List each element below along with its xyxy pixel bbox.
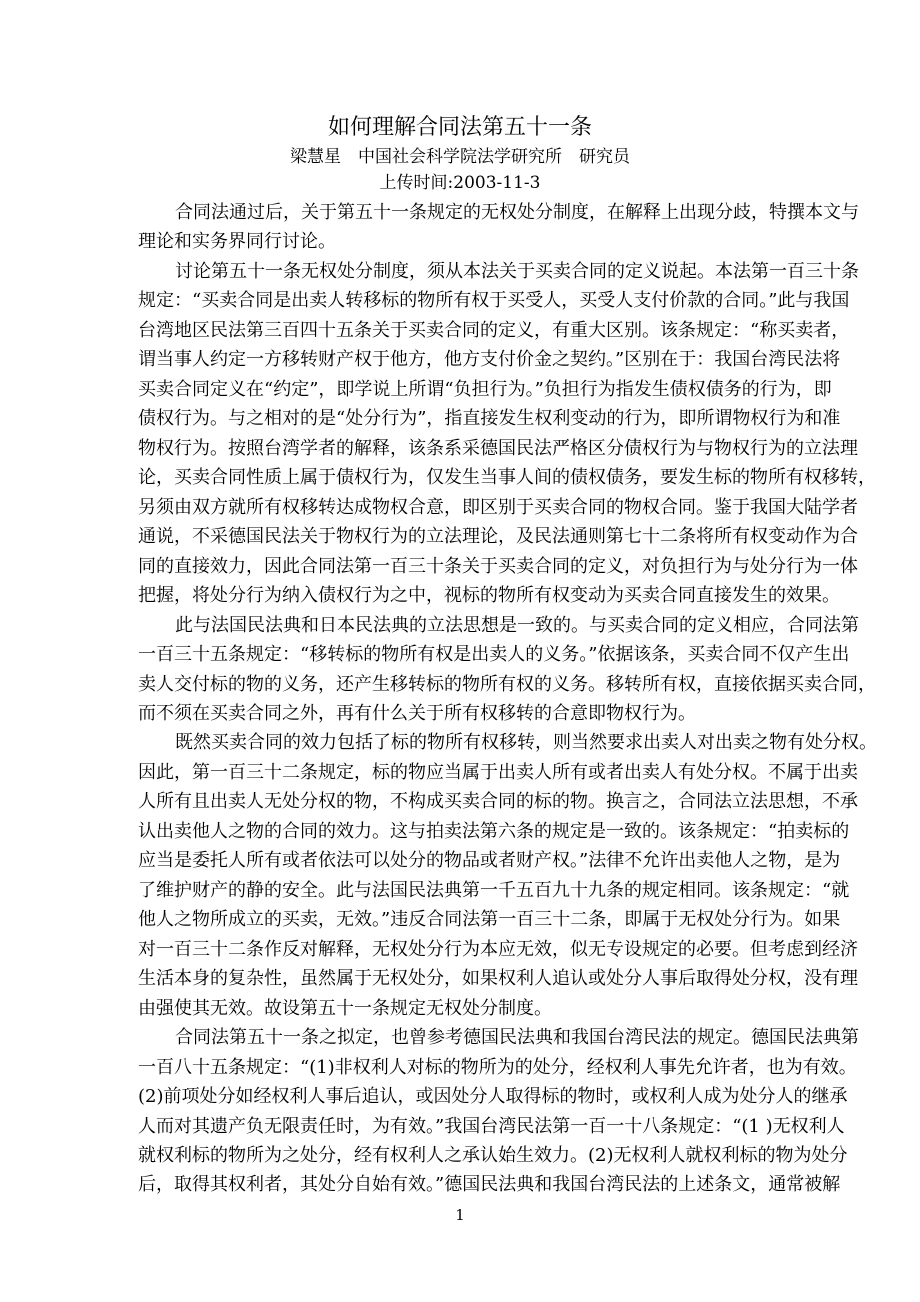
paragraph	[138, 257, 876, 611]
text-line: 买卖合同定义在“约定”，即学说上所谓“负担行为。”负担行为指发生债权债务的行为，即	[138, 378, 832, 400]
text-line: 债权行为。与之相对的是“处分行为”，指直接发生权利变动的行为，即所谓物权行为和准	[138, 408, 841, 430]
text-line: (2)前项处分如经权利人事后追认，或因处分人取得标的物时，或权利人成为处分人的继承	[138, 1086, 848, 1108]
text-line: 台湾地区民法第三百四十五条关于买卖合同的定义，有重大区别。该条规定：“称买卖者，	[138, 319, 850, 341]
author-line: 梁慧星 中国社会科学院法学研究所 研究员	[290, 147, 630, 167]
text-line: 把握，将处分行为纳入债权行为之中，视标的物所有权变动为买卖合同直接发生的效果。	[138, 585, 840, 607]
text-line: 同的直接效力，因此合同法第一百三十条关于买卖合同的定义，对负担行为与处分行为一体	[138, 555, 858, 577]
text-line: 就权利标的物所为之处分，经有权利人之承认始生效力。(2)无权利人就权利标的物为处分	[138, 1145, 848, 1166]
text-line: 对一百三十二条作反对解释，无权处分行为本应无效，似无专设规定的必要。但考虑到经济	[138, 938, 858, 960]
text-line: 应当是委托人所有或者依法可以处分的物品或者财产权。”法律不允许出卖他人之物，是为	[138, 850, 841, 872]
text-line: 另须由双方就所有权移转达成物权合意，即区别于买卖合同的物权合同。鉴于我国大陆学者	[138, 496, 858, 518]
paragraph	[138, 728, 877, 1023]
text-line: 生活本身的复杂性，虽然属于无权处分，如果权利人追认或处分人事后取得处分权，没有理	[138, 968, 858, 990]
document-body	[138, 198, 877, 1200]
text-line: 既然买卖合同的效力包括了标的物所有权移转，则当然要求出卖人对出卖之物有处分权。	[175, 732, 877, 754]
text-line: 合同法通过后，关于第五十一条规定的无权处分制度，在解释上出现分歧，特撰本文与	[175, 202, 859, 223]
text-line: 而不须在买卖合同之外，再有什么关于所有权移转的合意即物权行为。	[138, 702, 696, 724]
text-line: 规定：“买卖合同是出卖人转移标的物所有权于买受人，买受人支付价款的合同。”此与我国	[138, 290, 850, 312]
upload-date: 上传时间:2003-11-3	[379, 173, 541, 193]
text-line: 后，取得其权利者，其处分自始有效。”德国民法典和我国台湾民法的上述条文，通常被解	[138, 1174, 841, 1196]
text-line: 由强使其无效。故设第五十一条规定无权处分制度。	[138, 997, 552, 1019]
text-line: 人所有且出卖人无处分权的物，不构成买卖合同的标的物。换言之，合同法立法思想，不承	[138, 791, 858, 813]
text-line: 人而对其遗产负无限责任时，为有效。”我国台湾民法第一百一十八条规定：“(1 )无权利人	[138, 1115, 845, 1137]
text-line: 此与法国民法典和日本民法典的立法思想是一致的。与买卖合同的定义相应，合同法第	[175, 614, 859, 636]
text-line: 认出卖他人之物的合同的效力。这与拍卖法第六条的规定是一致的。该条规定：“拍卖标的	[138, 820, 850, 842]
text-line: 一百三十五条规定：“移转标的物所有权是出卖人的义务。”依据该条，买卖合同不仅产生出	[138, 644, 850, 666]
text-line: 他人之物所成立的买卖，无效。”违反合同法第一百三十二条，即属于无权处分行为。如果	[138, 909, 841, 931]
text-line: 物权行为。按照台湾学者的解释，该条系采德国民法严格区分债权行为与物权行为的立法理	[138, 437, 858, 459]
document-title: 如何理解合同法第五十一条	[327, 115, 592, 140]
text-line: 通说，不采德国民法关于物权行为的立法理论，及民法通则第七十二条将所有权变动作为合	[138, 526, 858, 548]
text-line: 理论和实务界同行讨论。	[138, 231, 336, 253]
text-line: 了维护财产的静的安全。此与法国民法典第一千五百九十九条的规定相同。该条规定：“就	[138, 879, 850, 901]
text-line: 因此，第一百三十二条规定，标的物应当属于出卖人所有或者出卖人有处分权。不属于出卖	[138, 761, 858, 783]
paragraph	[138, 198, 859, 257]
text-line: 一百八十五条规定：“(1)非权利人对标的物所为的处分，经权利人事先允许者，也为有效。	[138, 1056, 857, 1078]
text-line: 谓当事人约定一方移转财产权于他方，他方支付价金之契约。”区别在于：我国台湾民法将	[138, 349, 841, 371]
text-line: 论，买卖合同性质上属于债权行为，仅发生当事人间的债权债务，要发生标的物所有权移转，	[138, 467, 876, 489]
text-line: 讨论第五十一条无权处分制度，须从本法关于买卖合同的定义说起。本法第一百三十条	[175, 260, 859, 282]
text-line: 卖人交付标的物的义务，还产生移转标的物所有权的义务。移转所有权，直接依据买卖合同，	[138, 673, 876, 695]
paragraph	[138, 1023, 859, 1200]
paragraph	[138, 611, 876, 729]
text-line: 合同法第五十一条之拟定，也曾参考德国民法典和我国台湾民法的规定。德国民法典第	[175, 1027, 859, 1049]
page-number: 1	[455, 1206, 465, 1224]
